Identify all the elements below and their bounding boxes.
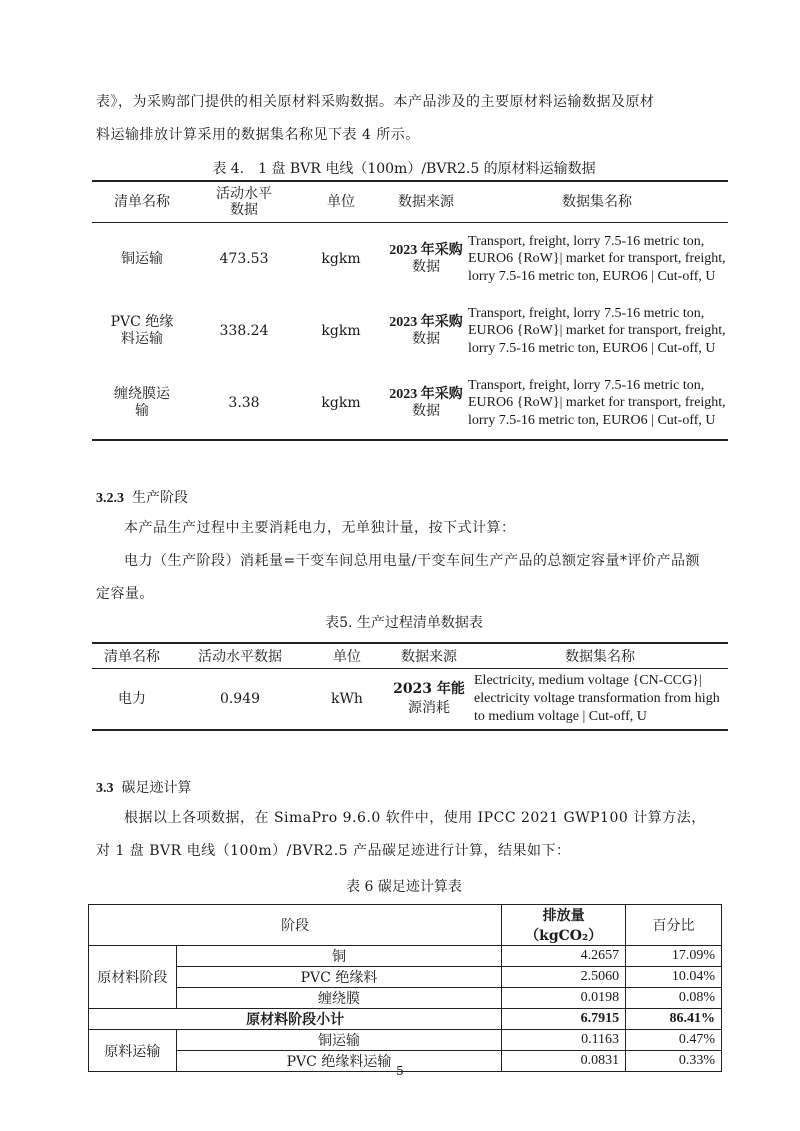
item-name: 电力 xyxy=(118,690,146,707)
subtotal-emission: 6.7915 xyxy=(502,1009,626,1030)
header-item-name: 清单名称 xyxy=(92,643,172,669)
table-row xyxy=(92,669,728,731)
section-number: 3.2.3 xyxy=(96,491,124,506)
section-title: 碳足迹计算 xyxy=(121,780,192,796)
table-row xyxy=(92,367,728,440)
activity-value: 338.24 xyxy=(219,322,269,339)
item-name: 铜 xyxy=(176,946,501,967)
item-name: 铜运输 xyxy=(121,250,163,267)
table4-caption: 表 4. 1 盘 BVR 电线（100m）/BVR2.5 的原材料运输数据 xyxy=(212,161,596,177)
percent-value: 0.33% xyxy=(626,1051,722,1072)
table-row xyxy=(89,967,722,988)
emission-value: 0.0831 xyxy=(502,1051,626,1072)
data-source: 2023 年采购 数据 xyxy=(389,387,463,419)
unit: kWh xyxy=(331,690,363,707)
carbon-footprint-table xyxy=(88,904,722,1072)
table-header-row xyxy=(92,181,728,223)
activity-value: 3.38 xyxy=(228,394,260,411)
unit: kgkm xyxy=(321,322,361,339)
subtotal-row xyxy=(89,1009,722,1030)
dataset-name: Transport, freight, lorry 7.5-16 metric ton, EURO6 {RoW}| market for transport, freight, lorry 7.5-16 metric ton, EURO6 | Cut-off, U xyxy=(468,305,726,356)
header-data-source: 数据来源 xyxy=(386,181,466,223)
intro-paragraph xyxy=(96,86,712,152)
emission-value: 2.5060 xyxy=(502,967,626,988)
header-percent: 百分比 xyxy=(626,905,722,946)
header-unit: 单位 xyxy=(308,643,386,669)
group-transport: 原料运输 xyxy=(89,1030,177,1072)
table-header-row xyxy=(89,905,722,946)
percent-value: 0.47% xyxy=(626,1030,722,1051)
section-number: 3.3 xyxy=(96,781,114,796)
section-paragraph: 根据以上各项数据，在 SimaPro 9.6.0 软件中，使用 IPCC 2021 GWP100 计算方法，对 1 盘 BVR 电线（100m）/BVR2.5 产品碳足迹进行计算，结果如下： xyxy=(96,810,706,859)
percent-value: 17.09% xyxy=(626,946,722,967)
section-paragraph: 本产品生产过程中主要消耗电力，无单独计量，按下式计算： xyxy=(124,520,516,536)
emission-value: 0.0198 xyxy=(502,988,626,1009)
table-row xyxy=(89,946,722,967)
section-title: 生产阶段 xyxy=(132,490,188,506)
table-row xyxy=(89,988,722,1009)
emission-value: 4.2657 xyxy=(502,946,626,967)
dataset-name: Transport, freight, lorry 7.5-16 metric ton, EURO6 {RoW}| market for transport, freight, lorry 7.5-16 metric ton, EURO6 | Cut-off, U xyxy=(468,233,726,284)
dataset-name: Electricity, medium voltage {CN-CCG}| electricity voltage transformation from high to medium voltage | Cut-off, U xyxy=(474,673,720,724)
table-row xyxy=(89,1030,722,1051)
header-item-name: 清单名称 xyxy=(92,181,192,223)
dataset-name: Transport, freight, lorry 7.5-16 metric ton, EURO6 {RoW}| market for transport, freight, lorry 7.5-16 metric ton, EURO6 | Cut-off, U xyxy=(468,377,726,428)
header-emission: 排放量（kgCO₂） xyxy=(502,905,626,946)
header-unit: 单位 xyxy=(296,181,386,223)
item-name: 缠绕膜运输 xyxy=(114,386,170,419)
intro-line-1: 表》，为采购部门提供的相关原材料采购数据。本产品涉及的主要原材料运输数据及原材 xyxy=(96,94,655,110)
header-activity-data: 活动水平数据 xyxy=(192,181,296,223)
header-dataset-name: 数据集名称 xyxy=(466,181,728,223)
unit: kgkm xyxy=(321,394,361,411)
section-heading-3-3 xyxy=(96,777,192,797)
activity-value: 473.53 xyxy=(219,250,269,267)
subtotal-label: 原材料阶段小计 xyxy=(89,1009,502,1030)
table-header-row xyxy=(92,643,728,669)
table-row xyxy=(92,295,728,367)
emission-value: 0.1163 xyxy=(502,1030,626,1051)
header-dataset-name: 数据集名称 xyxy=(472,643,728,669)
unit: kgkm xyxy=(321,250,361,267)
section-paragraph: 电力（生产阶段）消耗量=干变车间总用电量/干变车间生产产品的总额定容量*评价产品额定容量。 xyxy=(96,553,700,602)
group-raw-material: 原材料阶段 xyxy=(89,946,177,1009)
table6-caption: 表 6 碳足迹计算表 xyxy=(346,879,462,895)
percent-value: 10.04% xyxy=(626,967,722,988)
header-activity-data: 活动水平数据 xyxy=(172,643,308,669)
header-data-source: 数据来源 xyxy=(386,643,472,669)
item-name: 铜运输 xyxy=(176,1030,501,1051)
data-source: 2023 年能 源消耗 xyxy=(393,681,465,716)
table5-caption: 表5. 生产过程清单数据表 xyxy=(325,615,483,631)
data-source: 2023 年采购 数据 xyxy=(389,315,463,347)
item-name: PVC 绝缘料 xyxy=(176,967,501,988)
production-inventory-table xyxy=(92,642,728,731)
activity-value: 0.949 xyxy=(219,690,261,707)
raw-material-transport-table xyxy=(92,180,728,441)
section-heading-3-2-3 xyxy=(96,487,188,507)
item-name: PVC 绝缘料运输 xyxy=(176,1051,501,1072)
intro-line-2: 料运输排放计算采用的数据集名称见下表 4 所示。 xyxy=(96,127,420,143)
subtotal-percent: 86.41% xyxy=(626,1009,722,1030)
page-number: 5 xyxy=(396,1064,404,1078)
percent-value: 0.08% xyxy=(626,988,722,1009)
header-stage: 阶段 xyxy=(89,905,502,946)
item-name: PVC 绝缘料运输 xyxy=(110,314,174,347)
table-row xyxy=(92,223,728,296)
item-name: 缠绕膜 xyxy=(176,988,501,1009)
data-source: 2023 年采购 数据 xyxy=(389,243,463,275)
